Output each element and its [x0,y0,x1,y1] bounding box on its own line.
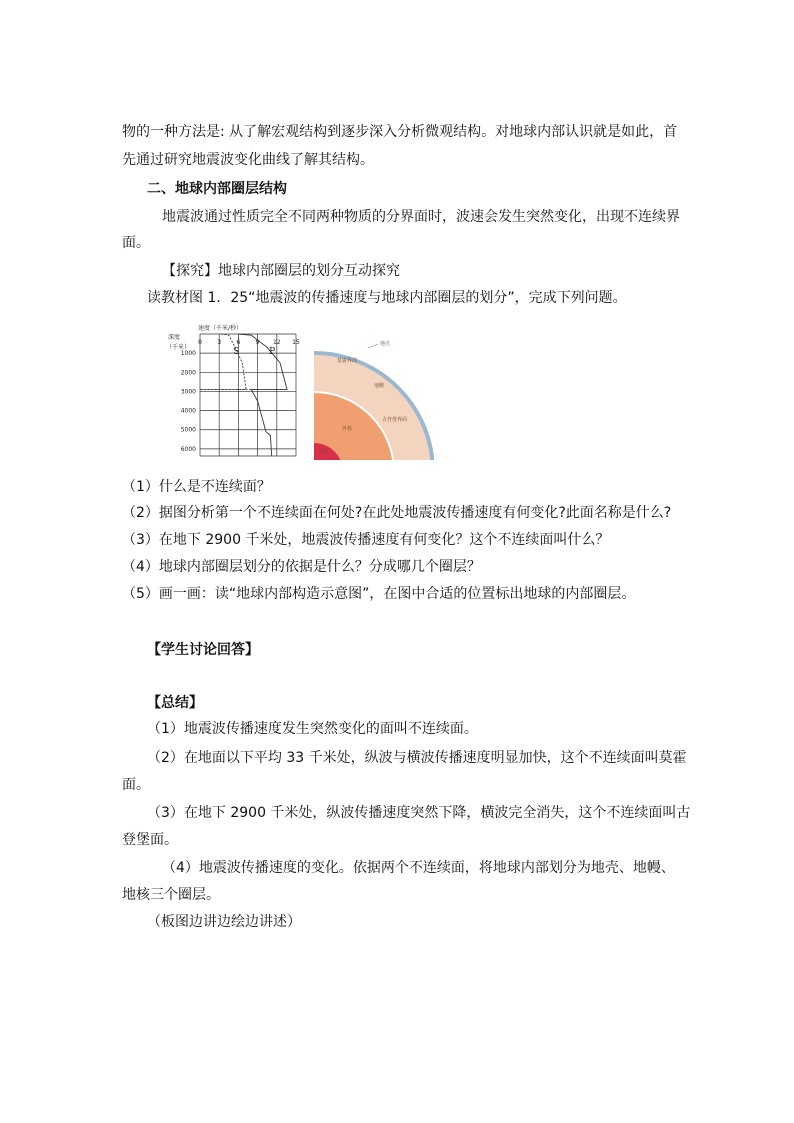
x-tick-labels [198,339,300,346]
series-P-line [238,334,287,456]
y-tick-label: 2000 [180,369,196,377]
gutenberg-label: 古登堡界面 [382,417,408,423]
question-2: （2）据图分析第一个不连续面在何处?在此处地震波传播速度有何变化?此面名称是什么? [122,505,672,521]
y-tick-labels [181,350,196,453]
y-tick-label: 1000 [180,350,196,358]
explore-title: 【探究】地球内部圈层的划分互动探究 [162,263,400,279]
read-instruction: 读教材图 1．25“地震波的传播速度与地球内部圈层的划分”，完成下列问题。 [147,290,627,306]
mantle-label: 地幔 [374,383,385,389]
y-axis-label-depth: 深度 [168,334,181,341]
x-tick-label: 9 [255,339,260,346]
series-S-label: S [233,347,240,358]
question-5: （5）画一画：读“地球内部构造示意图”，在图中合适的位置标出地球的内部圈层。 [122,586,636,602]
question-3: （3）在地下 2900 千米处，地震波传播速度有何变化？这个不连续面叫什么？ [122,532,610,548]
board-note: （板图边讲边绘边讲述） [147,914,301,930]
discussion-title: 【学生讨论回答】 [147,642,259,658]
y-tick-label: 3000 [180,388,196,396]
summary-4-line-1: （4）地震波传播速度的变化。依据两个不连续面，将地球内部划分为地壳、地幔、 [162,860,675,876]
x-tick-label: 15 [292,339,300,346]
seismic-wave-figure [162,324,434,460]
chart-series [200,334,287,456]
x-tick-label: 3 [217,339,222,346]
y-tick-label: 6000 [180,445,196,453]
summary-2-line-2: 面。 [122,777,150,793]
paragraph-line-1: 地震波通过性质完全不同两种物质的分界面时，波速会发生突然变化，出现不连续界 [162,209,680,225]
inner-core-label: 内核 [318,449,329,455]
summary-3-line-1: （3）在地下 2900 千米处，纵波传播速度突然下降，横波完全消失，这个不连续面叫古 [147,805,691,821]
x-axis-label: 速度（千米/秒） [198,325,243,332]
y-axis-label-unit: （千米） [166,344,191,351]
y-tick-label: 5000 [180,426,196,434]
figure-svg [162,324,434,460]
x-tick-label: 0 [198,339,202,346]
summary-3-line-2: 登堡面。 [122,832,178,848]
x-tick-label: 6 [236,339,241,346]
section-heading: 二、地球内部圈层结构 [147,181,287,197]
question-1: （1）什么是不连续面？ [122,479,271,495]
summary-title: 【总结】 [147,695,203,711]
chart-grid [200,334,296,456]
intro-line-1: 物的一种方法是: 从了解宏观结构到逐步深入分析微观结构。对地球内部认识就是如此，首 [122,124,678,140]
question-4: （4）地球内部圈层划分的依据是什么？分成哪几个圈层？ [122,559,481,575]
earth-cross-section [193,351,434,460]
intro-line-2: 先通过研究地震波变化曲线了解其结构。 [122,152,374,168]
y-tick-label: 4000 [180,407,196,415]
summary-1: （1）地震波传播速度发生突然变化的面叫不连续面。 [147,721,478,737]
crust-label: 地壳 [380,341,391,347]
paragraph-line-2: 面。 [122,235,150,251]
summary-2-line-1: （2）在地面以下平均 33 千米处，纵波与横波传播速度明显加快，这个不连续面叫莫霍 [147,750,687,766]
moho-label: 莫霍界面 [337,358,358,364]
series-P-label: P [269,347,276,358]
outer-core-label: 外核 [342,426,353,432]
x-tick-label: 12 [272,339,281,346]
summary-4-line-2: 地核三个圈层。 [122,887,220,903]
